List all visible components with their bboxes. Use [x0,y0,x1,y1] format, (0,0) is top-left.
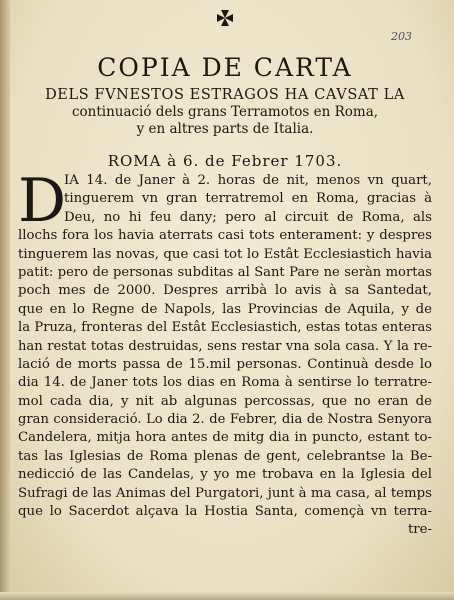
document-title: COPIA DE CARTA [97,53,353,82]
body-line: lació de morts passa de 15.mil personas. Continuà desde lo [18,356,432,372]
body-line: tas las Iglesias de Roma plenas de gent, celebrantse la Be- [18,448,432,464]
body-line: han restat totas destruidas, sens restar vna sola casa. Y la re- [18,338,432,354]
body-line: que lo Sacerdot alçava la Hostia Santa, començà vn terra- [18,504,432,520]
subtitle-line-2: continuació dels grans Terramotos en Roma, [71,104,379,120]
page-bottom-edge [0,592,454,600]
body-line: patit: pero de personas subditas al Sant Pare ne seràn mortas [18,264,432,280]
body-line: la Pruza, fronteras del Estât Ecclesiastich, estas totas enteras [18,320,432,336]
dateline: ROMA à 6. de Febrer 1703. [107,152,343,170]
letter-body [18,166,432,540]
body-line: IA 14. de Janer à 2. horas de nit, menos vn quart, [64,173,432,188]
drop-cap: D [18,166,67,236]
subtitle-line-3: y en altres parts de Italia. [136,121,314,137]
body-line: Deu, no hi feu dany; pero al circuit de Roma, als [64,209,432,225]
body-line: llochs fora los havia aterrats casi tots enterament: y despres [18,228,432,244]
catchword: tre- [407,522,432,538]
maltese-cross-icon [215,8,235,28]
body-line: tinguerem vn gran terratremol en Roma, gracias à [64,191,432,207]
body-line: Sufragi de las Animas del Purgatori, junt à ma casa, al temps [18,485,432,501]
body-line: poch mes de 2000. Despres arribà lo avis à sa Santedat, [18,283,432,299]
body-line: Candelera, mitja hora antes de mitg dia in puncto, estant to- [18,430,432,446]
subtitle-line-1: DELS FVNESTOS ESTRAGOS HA CAVSAT LA [45,87,405,103]
body-line: nedicció de las Candelas, y yo me trobava en la Iglesia del [18,467,432,483]
body-line: gran consideració. Lo dia 2. de Febrer, dia de Nostra Senyora [18,412,432,428]
folio-number: 203 [391,30,412,43]
body-line: que en lo Regne de Napols, las Provincias de Aquila, y de [18,301,432,317]
body-line: dia 14. de Janer tots los dias en Roma à sentirse lo terratre- [18,375,432,391]
page-left-edge [0,0,10,600]
body-line: mol cada dia, y nit ab algunas percossas, que no eran de [18,393,432,409]
body-line: tinguerem las novas, que casi tot lo Estât Ecclesiastich havia [18,246,432,262]
